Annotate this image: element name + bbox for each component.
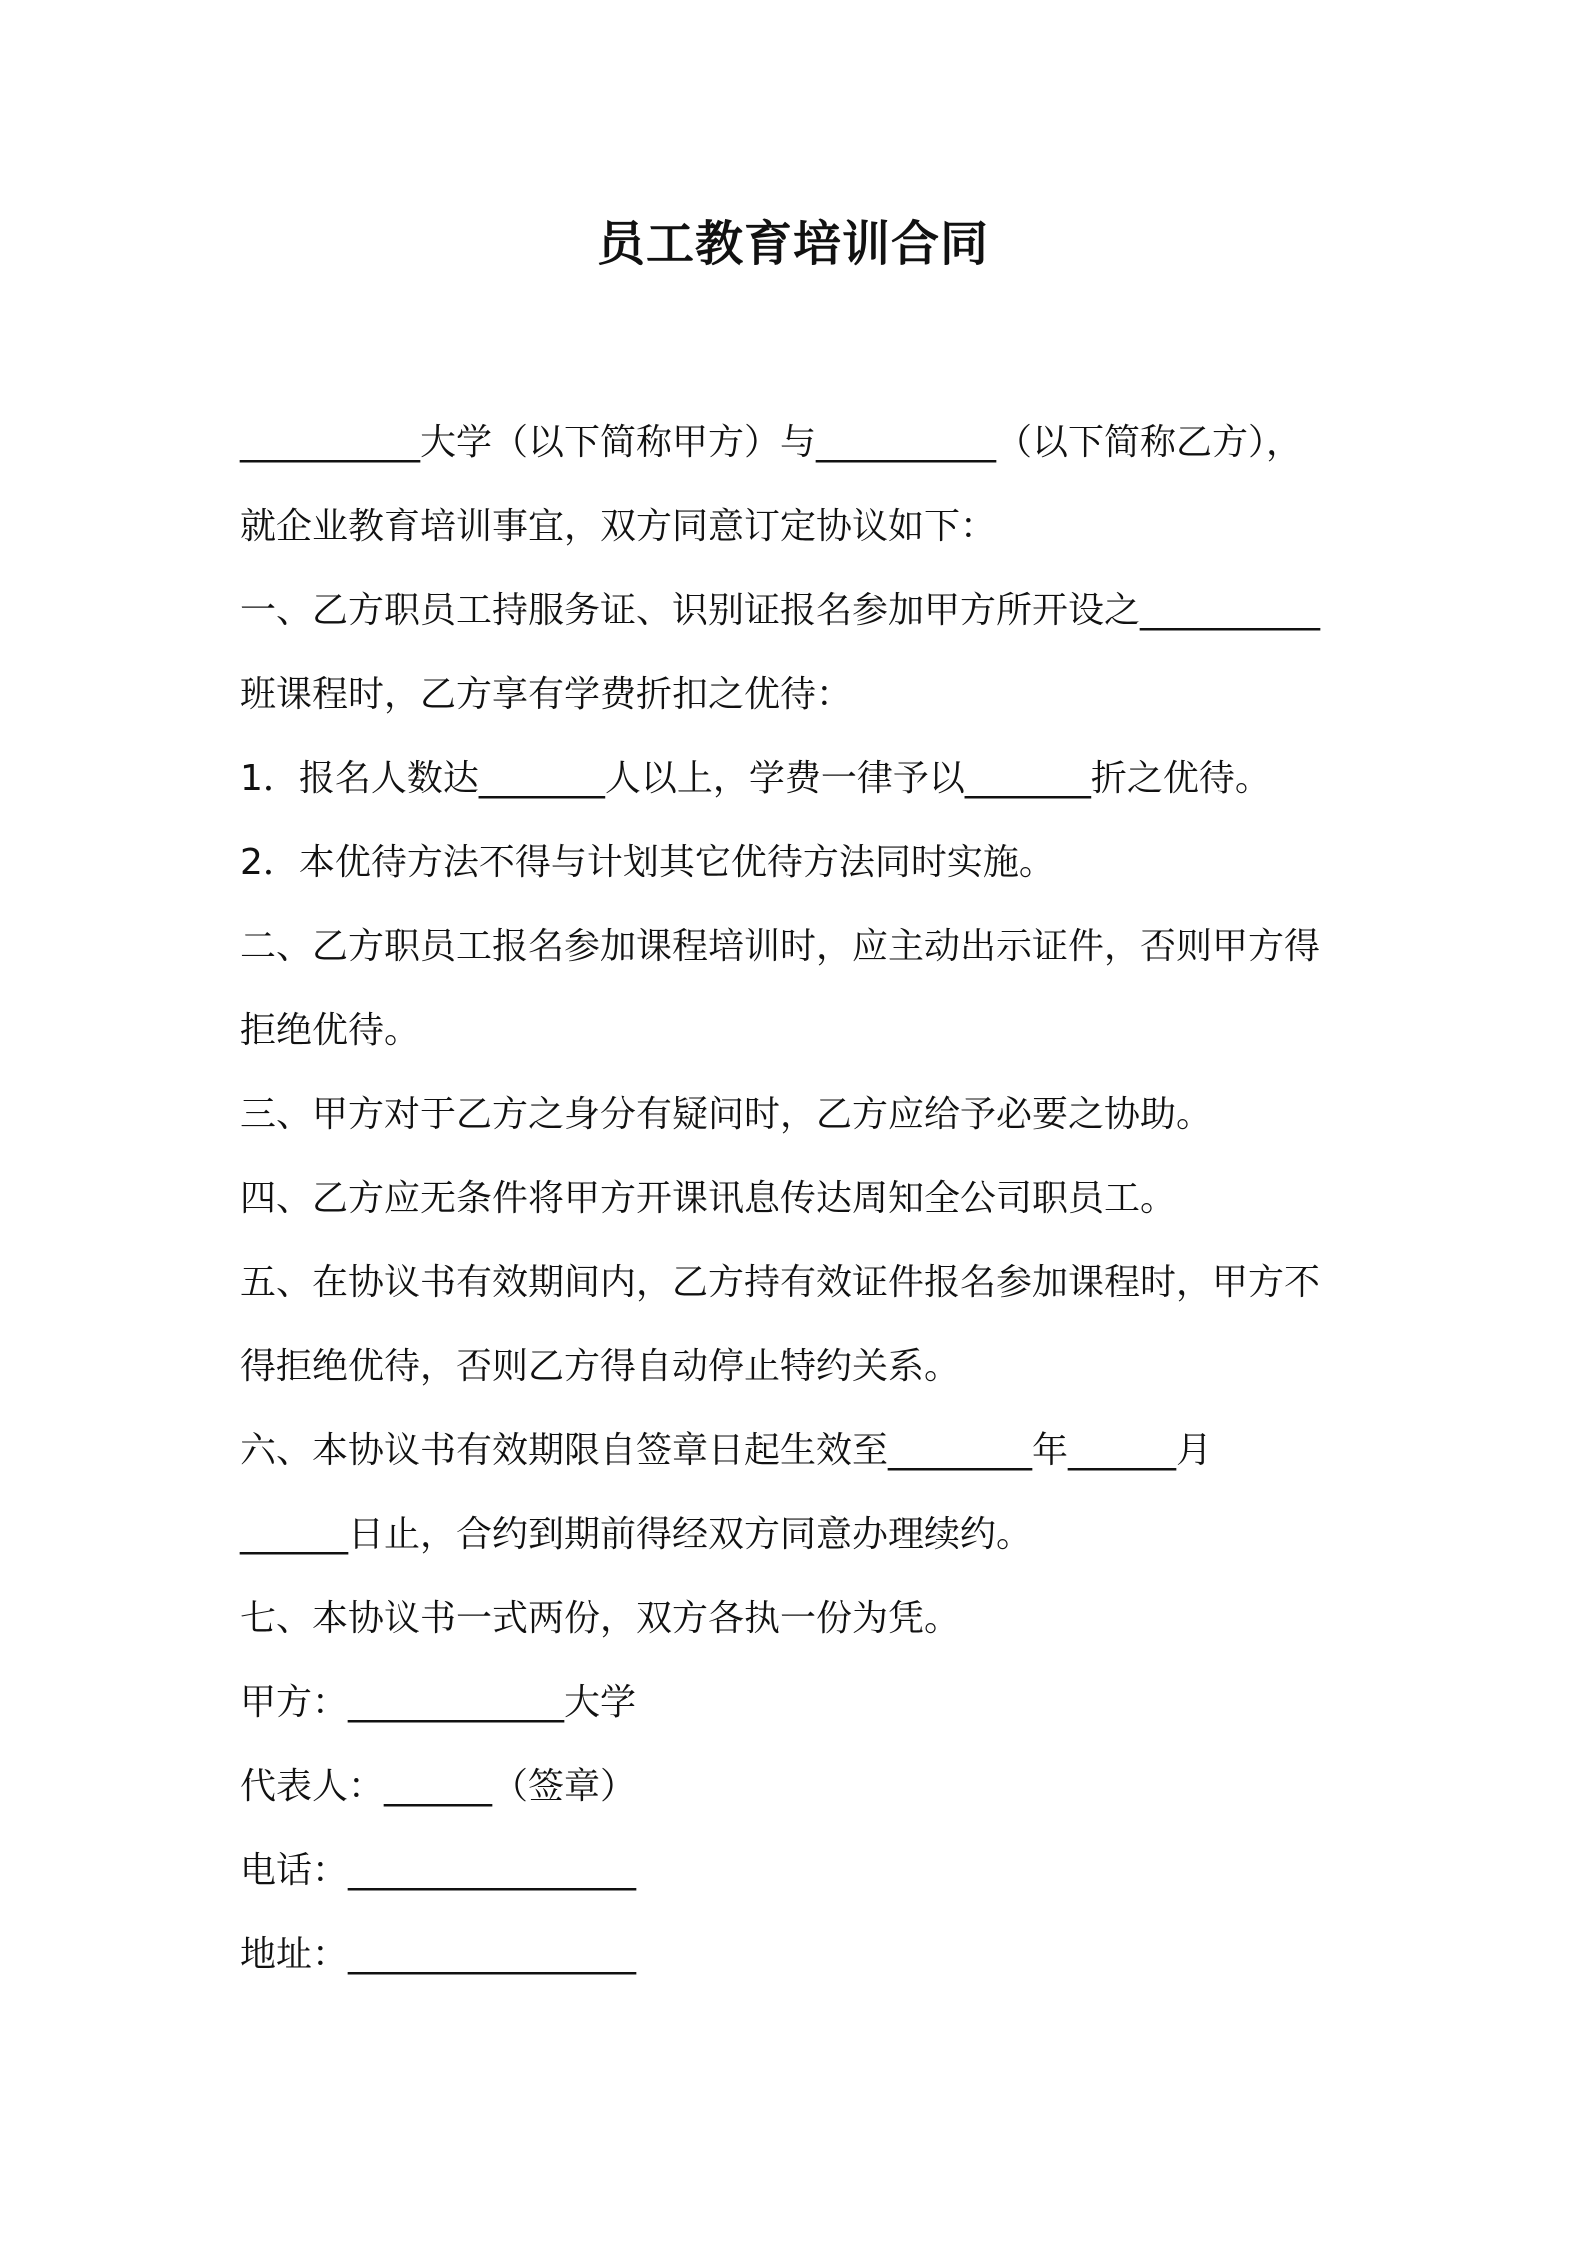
paragraph-line-parties: __________大学（以下简称甲方）与__________（以下简称乙方）， — [240, 422, 1303, 463]
clause-5-line-2: 得拒绝优待，否则乙方得自动停止特约关系。 — [240, 1346, 961, 1387]
document-title: 员工教育培训合同 — [596, 216, 989, 272]
paragraph-line-intro: 就企业教育培训事宜，双方同意订定协议如下： — [240, 506, 997, 547]
clause-2-line-2: 拒绝优待。 — [240, 1010, 421, 1051]
clause-1-line-1: 一、乙方职员工持服务证、识别证报名参加甲方所开设之__________ — [240, 590, 1321, 631]
phone-line: 电话：________________ — [240, 1850, 637, 1891]
clause-3: 三、甲方对于乙方之身分有疑问时，乙方应给予必要之协助。 — [240, 1094, 1213, 1135]
party-a-line: 甲方：____________大学 — [240, 1682, 637, 1723]
clause-1-item-2: 2．本优待方法不得与计划其它优待方法同时实施。 — [240, 842, 1055, 883]
address-line: 地址：________________ — [240, 1934, 637, 1975]
clause-6-line-2: ______日止，合约到期前得经双方同意办理续约。 — [240, 1514, 1033, 1555]
clause-6-line-1: 六、本协议书有效期限自签章日起生效至________年______月 — [240, 1430, 1213, 1471]
clause-1-line-2: 班课程时，乙方享有学费折扣之优待： — [240, 674, 853, 715]
clause-1-item-1: 1．报名人数达_______人以上，学费一律予以_______折之优待。 — [240, 758, 1271, 799]
clause-5-line-1: 五、在协议书有效期间内，乙方持有效证件报名参加课程时，甲方不 — [240, 1262, 1321, 1303]
clause-2-line-1: 二、乙方职员工报名参加课程培训时，应主动出示证件，否则甲方得 — [240, 926, 1321, 967]
clause-4: 四、乙方应无条件将甲方开课讯息传达周知全公司职员工。 — [240, 1178, 1177, 1219]
representative-line: 代表人：______（签章） — [240, 1766, 637, 1807]
clause-7: 七、本协议书一式两份，双方各执一份为凭。 — [240, 1598, 961, 1639]
